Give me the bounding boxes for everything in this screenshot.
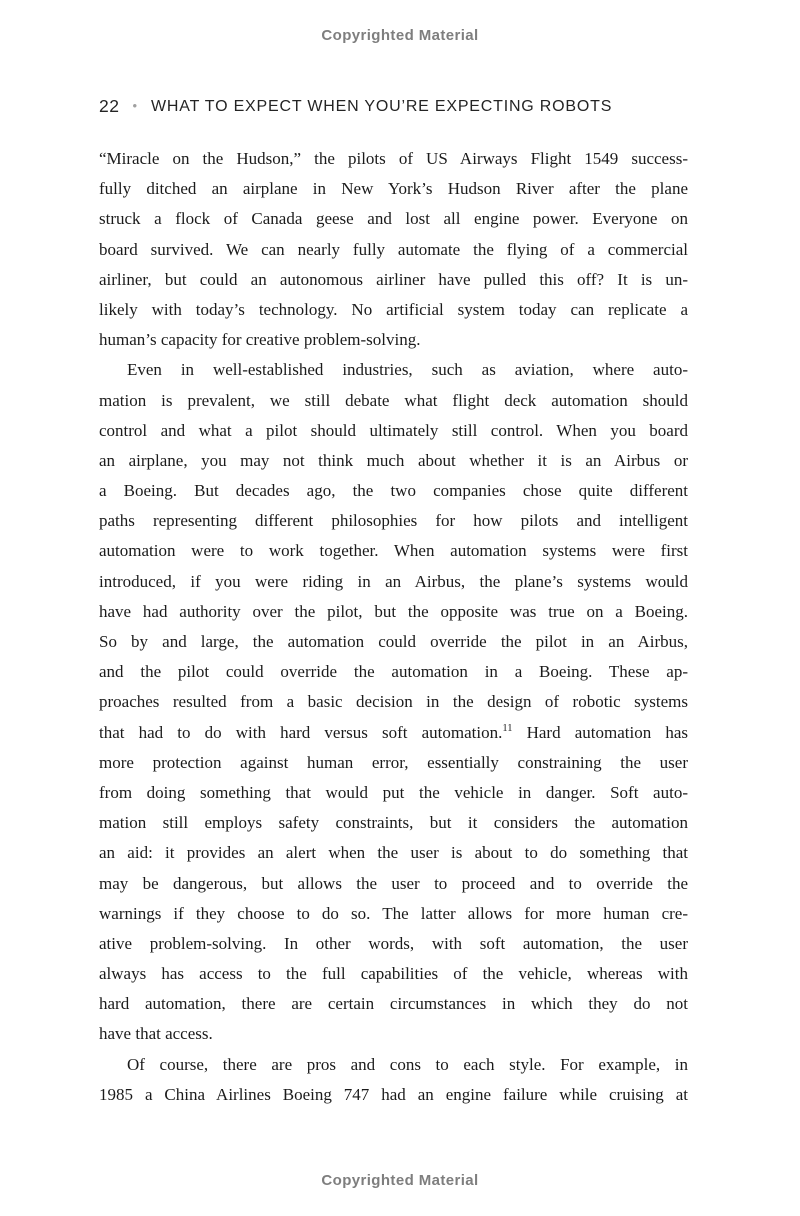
text-line: warnings if they choose to do so. The latter allows for more human cre-	[99, 903, 688, 923]
text-line: control and what a pilot should ultimately still control. When you board	[99, 420, 688, 440]
paragraph	[99, 355, 688, 1049]
text-line: Even in well-established industries, such as aviation, where auto-	[127, 360, 688, 380]
copyright-notice-bottom: Copyrighted Material	[321, 1172, 479, 1189]
paragraph	[99, 1050, 688, 1110]
running-title: WHAT TO EXPECT WHEN YOU’RE EXPECTING ROBOTS	[151, 97, 613, 115]
bullet-separator-icon: •	[132, 98, 138, 113]
text-line: may be dangerous, but allows the user to proceed and to override the	[99, 873, 688, 893]
text-line: from doing something that would put the vehicle in danger. Soft auto-	[99, 782, 688, 802]
text-line: a Boeing. But decades ago, the two companies chose quite different	[99, 481, 688, 501]
text-line: Of course, there are pros and cons to each style. For example, in	[127, 1054, 688, 1074]
text-line: fully ditched an airplane in New York’s Hudson River after the plane	[99, 179, 688, 199]
text-line: struck a flock of Canada geese and lost all engine power. Everyone on	[99, 209, 688, 229]
page-header	[99, 96, 612, 117]
text-line: have had authority over the pilot, but the opposite was true on a Boeing.	[99, 601, 688, 621]
text-line: 1985 a China Airlines Boeing 747 had an engine failure while cruising at	[99, 1084, 688, 1104]
copyright-notice-top: Copyrighted Material	[321, 27, 479, 44]
text-line: introduced, if you were riding in an Airbus, the plane’s systems would	[99, 571, 688, 591]
body-text	[99, 144, 688, 1110]
text-line: and the pilot could override the automation in a Boeing. These ap-	[99, 662, 688, 682]
text-line: proaches resulted from a basic decision in the design of robotic systems	[99, 692, 688, 712]
text-line: “Miracle on the Hudson,” the pilots of US Airways Flight 1549 success-	[99, 149, 688, 168]
text-line: So by and large, the automation could override the pilot in an Airbus,	[99, 632, 688, 651]
paragraph	[99, 144, 688, 355]
text-line: likely with today’s technology. No artificial system today can replicate a	[99, 299, 688, 319]
text-line: an aid: it provides an alert when the user is about to do something that	[99, 843, 688, 863]
text-line: more protection against human error, essentially constraining the user	[99, 752, 688, 772]
text-line: that had to do with hard versus soft automation.$^{11}$ Hard automation has	[99, 722, 688, 742]
text-line: paths representing different philosophies for how pilots and intelligent	[99, 511, 688, 531]
text-line: board survived. We can nearly fully automate the flying of a commercial	[99, 239, 688, 259]
text-line: have that access.	[99, 1024, 213, 1044]
text-line: always has access to the full capabilities of the vehicle, whereas with	[99, 964, 688, 984]
text-line: hard automation, there are certain circumstances in which they do not	[99, 994, 688, 1014]
footnote-reference: 11	[502, 723, 513, 735]
text-line: an airplane, you may not think much about whether it is an Airbus or	[99, 450, 688, 470]
text-line: airliner, but could an autonomous airliner have pulled this off? It is un-	[99, 269, 688, 289]
text-line: mation is prevalent, we still debate what flight deck automation should	[99, 390, 688, 410]
text-line: ative problem-solving. In other words, with soft automation, the user	[99, 933, 688, 953]
text-line: automation were to work together. When automation systems were first	[99, 541, 688, 561]
text-line: mation still employs safety constraints, but it considers the automation	[99, 813, 688, 833]
page-number: 22	[99, 96, 120, 116]
text-line: human’s capacity for creative problem-solving.	[99, 330, 421, 350]
